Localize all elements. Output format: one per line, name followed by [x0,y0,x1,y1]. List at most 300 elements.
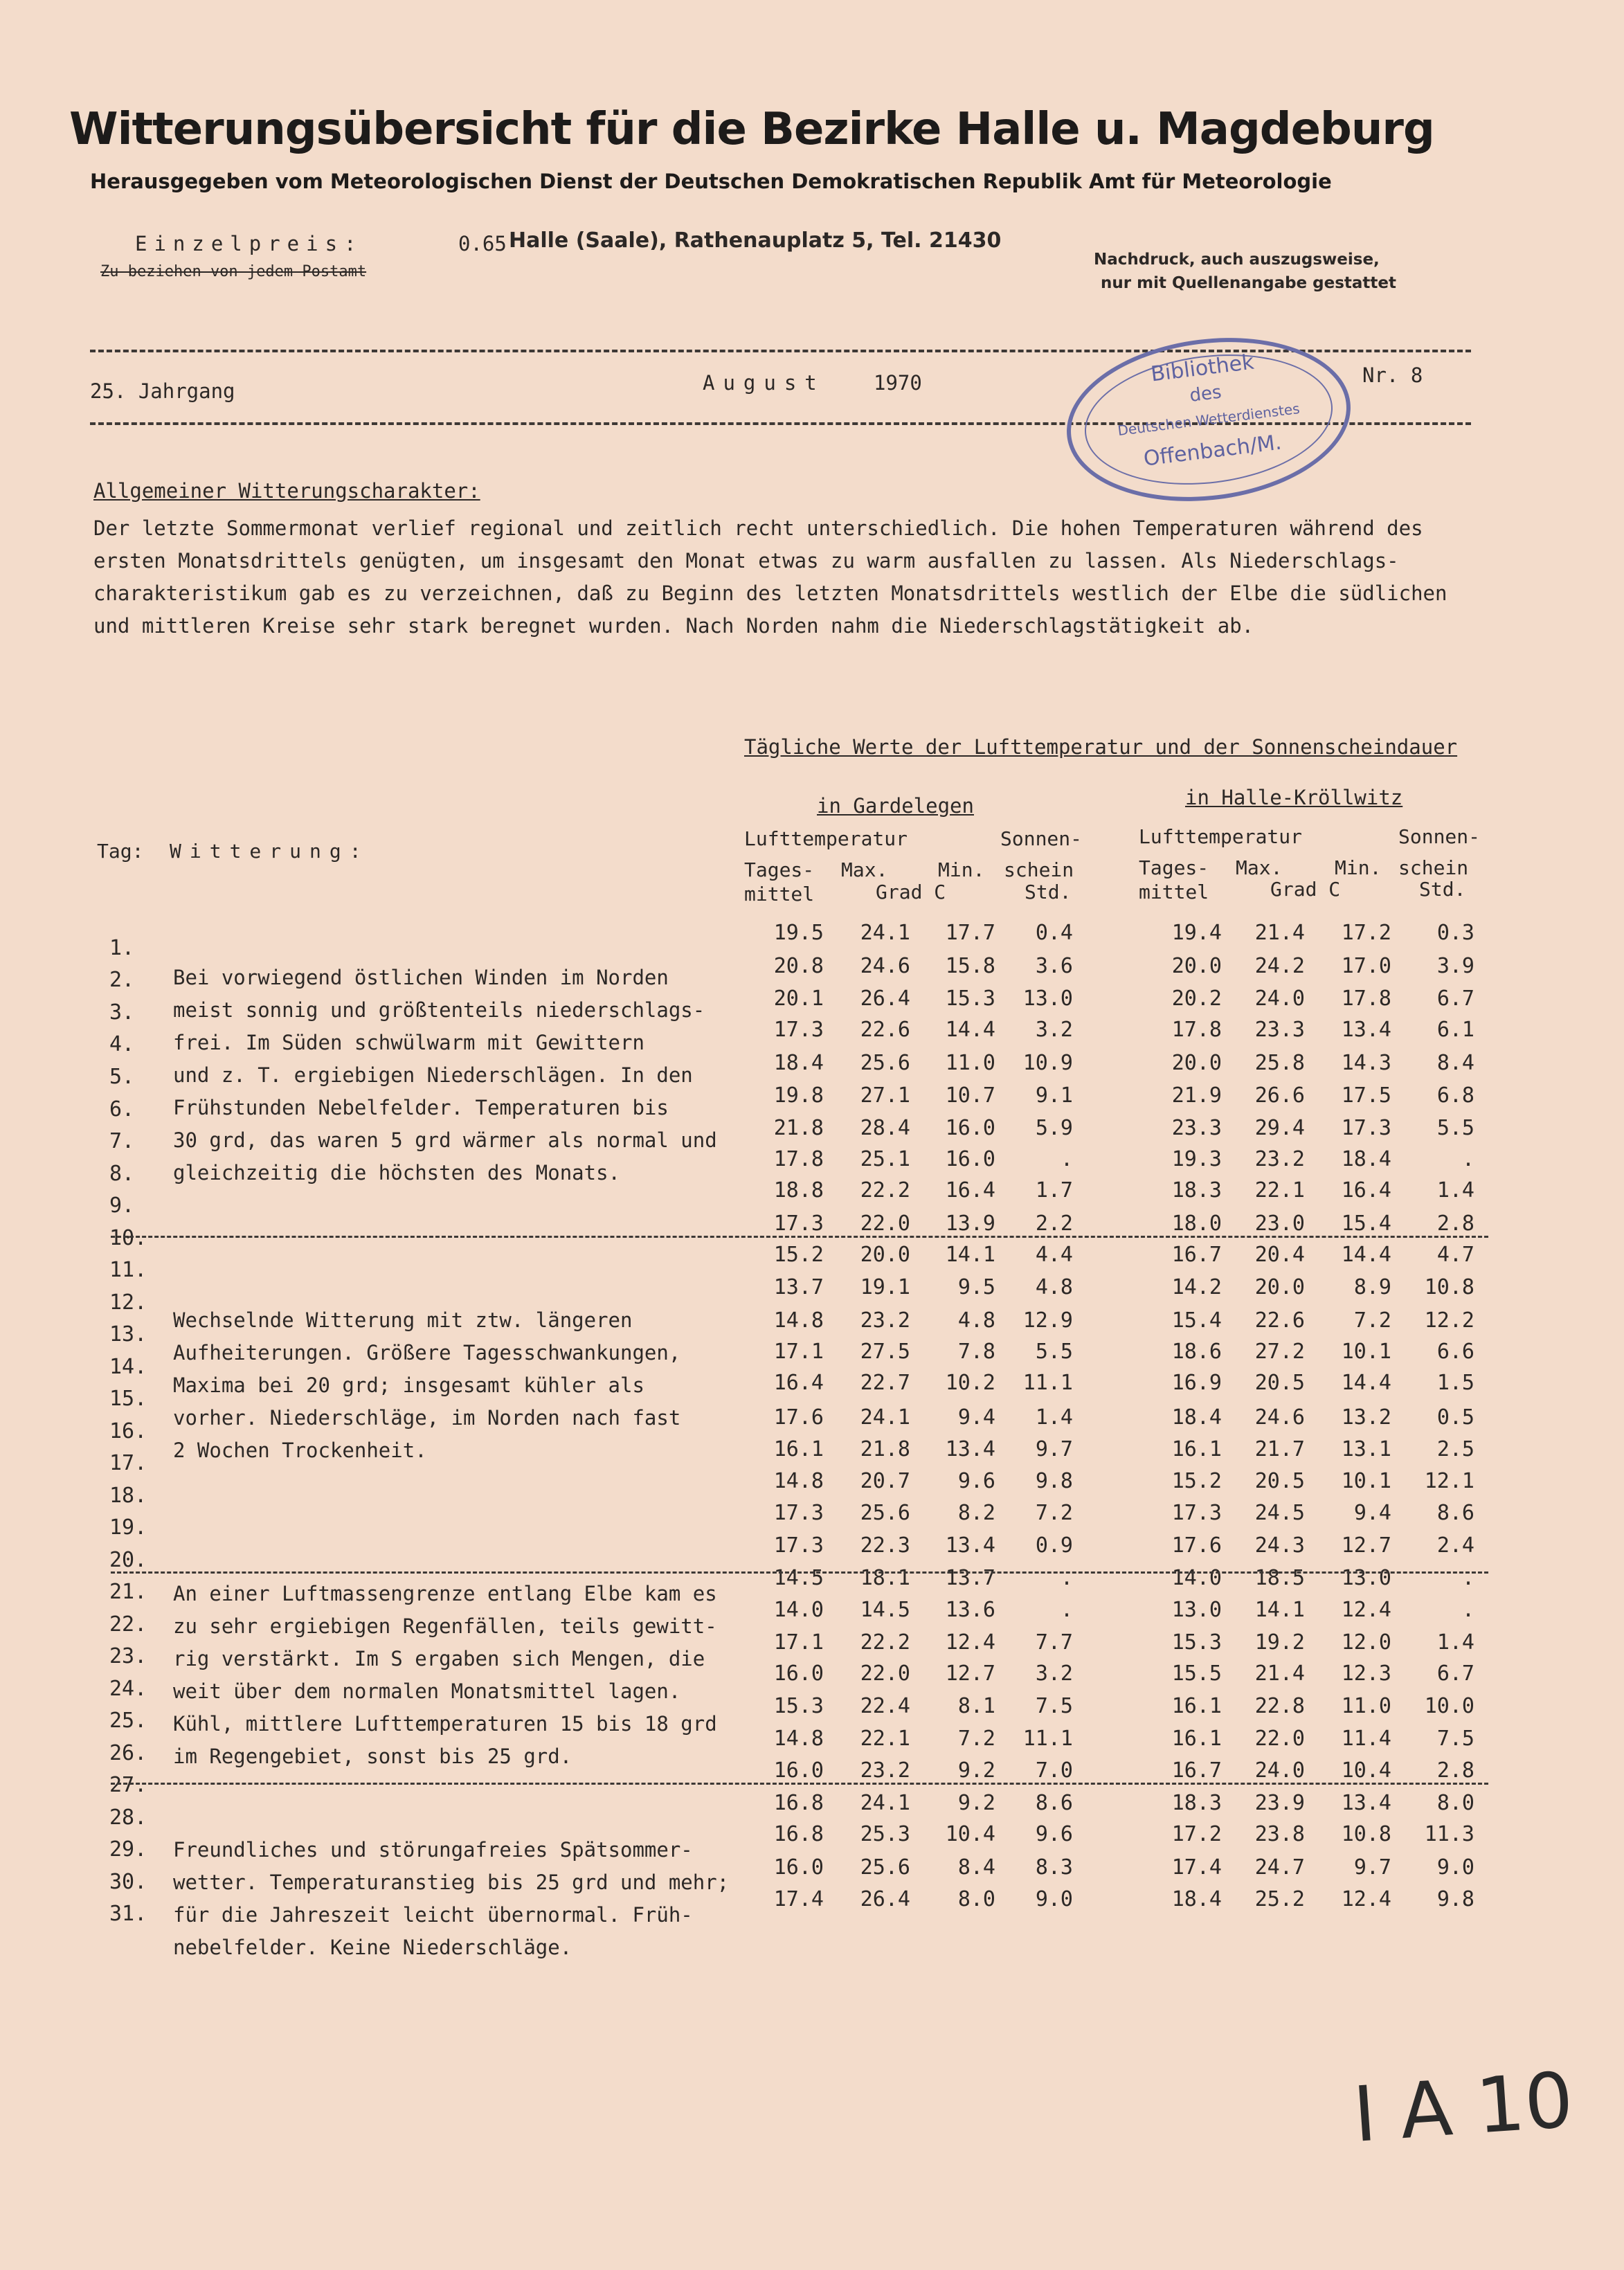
gardelegen-cell: 8.6 [1035,1791,1073,1815]
gardelegen-cell: 16.0 [773,1661,824,1686]
gardelegen-cell: 5.9 [1035,1116,1073,1140]
gardelegen-cell: 7.0 [1035,1758,1073,1783]
halle-cell: 0.5 [1436,1405,1474,1430]
day-number: 22. [109,1612,147,1637]
gardelegen-cell: 1.7 [1035,1178,1073,1202]
h-sonnen-head-3: Std. [1419,878,1466,901]
halle-cell: 15.4 [1341,1211,1391,1236]
gardelegen-cell: 11.0 [945,1051,995,1075]
gardelegen-cell: 16.1 [773,1437,824,1461]
halle-cell: 23.0 [1254,1211,1305,1236]
gardelegen-cell: 16.8 [773,1791,824,1815]
halle-cell: 24.7 [1254,1855,1305,1880]
weather-description-line: wetter. Temperaturanstieg bis 25 grd und mehr; [173,1871,730,1894]
halle-cell: 17.3 [1171,1501,1222,1525]
h-tagesmittel-head-2: mittel [1139,881,1209,903]
halle-cell: 24.0 [1254,1758,1305,1783]
halle-cell: 7.2 [1353,1308,1391,1333]
gardelegen-cell: 0.4 [1035,921,1073,945]
gardelegen-cell: 28.4 [860,1116,910,1140]
h-sonnen-head-2: schein [1398,856,1469,879]
gardelegen-cell: 21.8 [860,1437,910,1461]
halle-cell: 10.0 [1424,1694,1474,1718]
halle-cell: . [1461,1147,1474,1171]
halle-cell: 18.0 [1171,1211,1222,1236]
gardelegen-cell: 17.1 [773,1630,824,1655]
weather-description-line: nebelfelder. Keine Niederschläge. [173,1936,572,1959]
halle-cell: 18.3 [1171,1178,1222,1202]
gardelegen-cell: 25.6 [860,1855,910,1880]
weather-description-line: 30 grd, das waren 5 grd wärmer als normal und [173,1128,717,1152]
gardelegen-cell: 13.0 [1022,987,1073,1011]
gardelegen-cell: 9.5 [957,1275,995,1299]
halle-cell: 12.3 [1341,1661,1391,1686]
period-separator [111,1571,1488,1574]
halle-cell: 2.8 [1436,1758,1474,1783]
table-title: Tägliche Werte der Lufttemperatur und der Sonnenscheindauer [744,735,1458,759]
gardelegen-cell: 18.8 [773,1178,824,1202]
gardelegen-cell: 8.2 [957,1501,995,1525]
halle-cell: 19.2 [1254,1630,1305,1655]
day-number: 19. [109,1515,147,1540]
gardelegen-cell: 20.8 [773,954,824,978]
day-number: 3. [109,1000,135,1025]
halle-cell: 8.9 [1353,1275,1391,1299]
halle-cell: 14.3 [1341,1051,1391,1075]
halle-cell: 17.3 [1341,1116,1391,1140]
day-number: 31. [109,1902,147,1926]
gardelegen-cell: 19.1 [860,1275,910,1299]
gardelegen-cell: 14.5 [860,1598,910,1622]
halle-cell: 7.5 [1436,1727,1474,1751]
gardelegen-cell: 22.4 [860,1694,910,1718]
col-weather-label: Witterung: [170,840,370,863]
halle-cell: 15.2 [1171,1469,1222,1493]
halle-cell: 6.8 [1436,1083,1474,1108]
price-value: 0.65 [458,232,507,255]
halle-cell: 13.2 [1341,1405,1391,1430]
gardelegen-cell: 10.4 [945,1822,995,1846]
halle-cell: 22.6 [1254,1308,1305,1333]
page-title: Witterungsübersicht für die Bezirke Halle u. Magdeburg [69,104,1434,155]
halle-cell: 9.8 [1436,1887,1474,1911]
weather-description-line: rig verstärkt. Im S ergaben sich Mengen, die [173,1647,705,1670]
reprint-note-1: Nachdruck, auch auszugsweise, [1094,251,1380,269]
gardelegen-cell: 9.1 [1035,1083,1073,1108]
gardelegen-cell: 14.1 [945,1243,995,1267]
gardelegen-cell: 13.7 [945,1566,995,1590]
day-number: 18. [109,1484,147,1508]
halle-cell: 10.8 [1341,1822,1391,1846]
gardelegen-cell: 7.2 [957,1727,995,1751]
halle-cell: 17.6 [1171,1533,1222,1558]
weather-description-line: weit über dem normalen Monatsmittel lagen. [173,1679,681,1703]
day-number: 16. [109,1419,147,1443]
g-grad-head: Grad C [876,881,946,903]
station-halle: in Halle-Kröllwitz [1185,786,1403,809]
halle-cell: 17.8 [1171,1018,1222,1042]
gardelegen-cell: 1.4 [1035,1405,1073,1430]
halle-cell: 14.4 [1341,1371,1391,1395]
halle-cell: 21.4 [1254,921,1305,945]
gardelegen-cell: 23.2 [860,1308,910,1333]
h-max-head: Max. [1236,856,1283,879]
h-grad-head: Grad C [1270,878,1341,901]
weather-description-line: gleichzeitig die höchsten des Monats. [173,1161,621,1184]
gardelegen-cell: 7.2 [1035,1501,1073,1525]
gardelegen-cell: 14.0 [773,1598,824,1622]
gardelegen-cell: 11.1 [1022,1727,1073,1751]
halle-cell: 18.4 [1341,1147,1391,1171]
gardelegen-cell: 9.4 [957,1405,995,1430]
gardelegen-cell: 25.3 [860,1822,910,1846]
halle-cell: 23.8 [1254,1822,1305,1846]
g-lufttemp-head: Lufttemperatur [744,827,908,850]
day-number: 27. [109,1773,147,1797]
gardelegen-cell: 16.0 [773,1758,824,1783]
gardelegen-cell: 22.0 [860,1661,910,1686]
day-number: 5. [109,1065,135,1089]
gardelegen-cell: 16.4 [945,1178,995,1202]
gardelegen-cell: 8.0 [957,1887,995,1911]
halle-cell: . [1461,1566,1474,1590]
halle-cell: 13.4 [1341,1018,1391,1042]
g-tagesmittel-head-1: Tages- [744,858,815,881]
halle-cell: 22.8 [1254,1694,1305,1718]
gardelegen-cell: 10.9 [1022,1051,1073,1075]
halle-cell: 8.4 [1436,1051,1474,1075]
gardelegen-cell: 17.7 [945,921,995,945]
gardelegen-cell: 0.9 [1035,1533,1073,1558]
gardelegen-cell: 9.6 [957,1469,995,1493]
gardelegen-cell: 25.6 [860,1501,910,1525]
weather-description-line: vorher. Niederschläge, im Norden nach fast [173,1406,681,1430]
halle-cell: 10.1 [1341,1340,1391,1364]
halle-cell: 2.4 [1436,1533,1474,1558]
day-number: 2. [109,968,135,992]
halle-cell: 24.2 [1254,954,1305,978]
reprint-note-2: nur mit Quellenangabe gestattet [1101,274,1397,292]
halle-cell: 21.7 [1254,1437,1305,1461]
gardelegen-cell: 18.1 [860,1566,910,1590]
gardelegen-cell: 18.4 [773,1051,824,1075]
day-number: 23. [109,1644,147,1668]
weather-description-line: Bei vorwiegend östlichen Winden im Norden [173,966,669,989]
gardelegen-cell: 7.8 [957,1340,995,1364]
halle-cell: 14.4 [1341,1243,1391,1267]
halle-cell: 0.3 [1436,921,1474,945]
halle-cell: 15.4 [1171,1308,1222,1333]
period-separator [111,1236,1488,1238]
gardelegen-cell: 19.5 [773,921,824,945]
halle-cell: 12.2 [1424,1308,1474,1333]
g-sonnen-head-2: schein [1004,858,1074,881]
gardelegen-cell: 17.4 [773,1887,824,1911]
gardelegen-cell: 24.1 [860,1791,910,1815]
gardelegen-cell: 7.5 [1035,1694,1073,1718]
gardelegen-cell: 4.4 [1035,1243,1073,1267]
gardelegen-cell: 20.0 [860,1243,910,1267]
halle-cell: 5.5 [1436,1116,1474,1140]
halle-cell: 24.3 [1254,1533,1305,1558]
gardelegen-cell: 9.2 [957,1791,995,1815]
halle-cell: 1.5 [1436,1371,1474,1395]
gardelegen-cell: 26.4 [860,1887,910,1911]
gardelegen-cell: 24.6 [860,954,910,978]
gardelegen-cell: 9.7 [1035,1437,1073,1461]
halle-cell: 14.2 [1171,1275,1222,1299]
gardelegen-cell: 10.7 [945,1083,995,1108]
gardelegen-cell: 13.4 [945,1437,995,1461]
gardelegen-cell: . [1060,1598,1073,1622]
halle-cell: 3.9 [1436,954,1474,978]
gardelegen-cell: 13.4 [945,1533,995,1558]
gardelegen-cell: 14.4 [945,1018,995,1042]
halle-cell: 1.4 [1436,1630,1474,1655]
station-gardelegen: in Gardelegen [817,794,974,818]
day-number: 1. [109,936,135,960]
g-max-head: Max. [841,858,888,881]
weather-description-line: An einer Luftmassengrenze entlang Elbe kam es [173,1582,717,1605]
weather-description-line: für die Jahreszeit leicht übernormal. Früh- [173,1903,693,1927]
gardelegen-cell: 17.3 [773,1501,824,1525]
stamp-line-2: des [1188,381,1223,406]
halle-cell: 6.7 [1436,1661,1474,1686]
halle-cell: 12.4 [1341,1887,1391,1911]
halle-cell: 17.2 [1171,1822,1222,1846]
halle-cell: 19.4 [1171,921,1222,945]
gardelegen-cell: 17.6 [773,1405,824,1430]
gardelegen-cell: 22.0 [860,1211,910,1236]
gardelegen-cell: 19.8 [773,1083,824,1108]
gardelegen-cell: 22.1 [860,1727,910,1751]
gardelegen-cell: 17.3 [773,1211,824,1236]
gardelegen-cell: 4.8 [1035,1275,1073,1299]
halle-cell: 23.9 [1254,1791,1305,1815]
halle-cell: 1.4 [1436,1178,1474,1202]
halle-cell: 20.0 [1254,1275,1305,1299]
gardelegen-cell: 8.3 [1035,1855,1073,1880]
halle-cell: 16.1 [1171,1727,1222,1751]
halle-cell: 21.4 [1254,1661,1305,1686]
halle-cell: 6.1 [1436,1018,1474,1042]
col-day-label: Tag: [97,840,144,863]
gardelegen-cell: 8.4 [957,1855,995,1880]
summary-line-3: charakteristikum gab es zu verzeichnen, daß zu Beginn des letzten Monatsdrittels westlich der Elbe die südlichen [93,582,1447,605]
gardelegen-cell: 20.1 [773,987,824,1011]
month: August [703,371,825,395]
halle-cell: 14.0 [1171,1566,1222,1590]
halle-cell: 13.4 [1341,1791,1391,1815]
day-number: 11. [109,1258,147,1282]
halle-cell: 26.6 [1254,1083,1305,1108]
period-separator [111,1783,1488,1785]
gardelegen-cell: 26.4 [860,987,910,1011]
halle-cell: 2.5 [1436,1437,1474,1461]
g-sonnen-head-3: Std. [1025,881,1072,903]
gardelegen-cell: 15.3 [945,987,995,1011]
gardelegen-cell: 2.2 [1035,1211,1073,1236]
halle-cell: 17.0 [1341,954,1391,978]
gardelegen-cell: 15.8 [945,954,995,978]
gardelegen-cell: 12.4 [945,1630,995,1655]
summary-line-4: und mittleren Kreise sehr stark beregnet wurden. Nach Norden nahm die Niederschlagstätigkeit ab. [93,614,1254,638]
day-number: 9. [109,1193,135,1218]
halle-cell: 20.5 [1254,1469,1305,1493]
gardelegen-cell: 14.8 [773,1308,824,1333]
h-tagesmittel-head-1: Tages- [1139,856,1209,879]
halle-cell: 2.8 [1436,1211,1474,1236]
gardelegen-cell: 24.1 [860,921,910,945]
weather-description-line: Frühstunden Nebelfelder. Temperaturen bis [173,1096,669,1119]
weather-description-line: Maxima bei 20 grd; insgesamt kühler als [173,1373,644,1397]
gardelegen-cell: 27.1 [860,1083,910,1108]
halle-cell: 29.4 [1254,1116,1305,1140]
weather-description-line: und z. T. ergiebigen Niederschlägen. In den [173,1063,693,1087]
halle-cell: 6.6 [1436,1340,1474,1364]
price-label: Einzelpreis: [135,232,363,255]
gardelegen-cell: 11.1 [1022,1371,1073,1395]
halle-cell: 18.6 [1171,1340,1222,1364]
gardelegen-cell: 22.2 [860,1630,910,1655]
gardelegen-cell: 12.9 [1022,1308,1073,1333]
halle-cell: 17.5 [1341,1083,1391,1108]
halle-cell: 18.3 [1171,1791,1222,1815]
halle-cell: 12.0 [1341,1630,1391,1655]
halle-cell: 10.4 [1341,1758,1391,1783]
h-min-head: Min. [1335,856,1382,879]
gardelegen-cell: 3.2 [1035,1018,1073,1042]
weather-description-line: im Regengebiet, sonst bis 25 grd. [173,1745,572,1768]
gardelegen-cell: 9.8 [1035,1469,1073,1493]
gardelegen-cell: 13.7 [773,1275,824,1299]
halle-cell: 27.2 [1254,1340,1305,1364]
issue-number: Nr. 8 [1362,363,1423,387]
day-number: 7. [109,1129,135,1153]
year: 1970 [874,371,922,395]
gardelegen-cell: 16.0 [945,1147,995,1171]
day-number: 21. [109,1580,147,1604]
stamp-line-1: Bibliothek [1149,350,1256,387]
gardelegen-cell: 16.8 [773,1822,824,1846]
day-number: 28. [109,1805,147,1830]
gardelegen-cell: 5.5 [1035,1340,1073,1364]
halle-cell: 25.8 [1254,1051,1305,1075]
summary-line-2: ersten Monatsdrittels genügten, um insgesamt den Monat etwas zu warm ausfallen zu lassen. Als Niederschlags- [93,549,1399,573]
gardelegen-cell: 8.1 [957,1694,995,1718]
stamp-line-3: Deutschen Wetterdienstes [1117,399,1301,440]
gardelegen-cell: 14.8 [773,1469,824,1493]
halle-cell: 21.9 [1171,1083,1222,1108]
gardelegen-cell: 16.0 [773,1855,824,1880]
halle-cell: 24.0 [1254,987,1305,1011]
weather-description-line: meist sonnig und größtenteils niederschlags- [173,998,705,1022]
gardelegen-cell: 3.6 [1035,954,1073,978]
gardelegen-cell: 9.0 [1035,1887,1073,1911]
halle-cell: 20.0 [1171,1051,1222,1075]
day-number: 14. [109,1355,147,1379]
gardelegen-cell: 25.6 [860,1051,910,1075]
halle-cell: 16.7 [1171,1243,1222,1267]
day-number: 13. [109,1322,147,1346]
g-min-head: Min. [938,858,985,881]
gardelegen-cell: 17.8 [773,1147,824,1171]
archive-handwritten-note: I A 10 [1350,2055,1576,2159]
stamp-line-4: Offenbach/M. [1142,430,1283,471]
distribution-note: Zu beziehen von jedem Postamt [100,263,367,280]
gardelegen-cell: 17.3 [773,1018,824,1042]
halle-cell: 18.4 [1171,1887,1222,1911]
gardelegen-cell: 14.5 [773,1566,824,1590]
halle-cell: 22.1 [1254,1178,1305,1202]
gardelegen-cell: 13.9 [945,1211,995,1236]
halle-cell: 13.0 [1171,1598,1222,1622]
gardelegen-cell: 15.2 [773,1243,824,1267]
gardelegen-cell: 16.4 [773,1371,824,1395]
halle-cell: 13.0 [1341,1566,1391,1590]
day-number: 15. [109,1387,147,1411]
halle-cell: 23.3 [1171,1116,1222,1140]
day-number: 10. [109,1226,147,1250]
gardelegen-cell: 21.8 [773,1116,824,1140]
gardelegen-cell: 14.8 [773,1727,824,1751]
address: Halle (Saale), Rathenauplatz 5, Tel. 21430 [509,228,1002,253]
halle-cell: 16.7 [1171,1758,1222,1783]
gardelegen-cell: 22.7 [860,1371,910,1395]
halle-cell: 14.1 [1254,1598,1305,1622]
halle-cell: 12.7 [1341,1533,1391,1558]
halle-cell: 11.0 [1341,1694,1391,1718]
gardelegen-cell: 24.1 [860,1405,910,1430]
weather-description-line: zu sehr ergiebigen Regenfällen, teils gewitt- [173,1614,717,1638]
weather-description-line: Kühl, mittlere Lufttemperaturen 15 bis 18 grd [173,1712,717,1736]
gardelegen-cell: 15.3 [773,1694,824,1718]
halle-cell: 9.0 [1436,1855,1474,1880]
halle-cell: 18.4 [1171,1405,1222,1430]
gardelegen-cell: 9.2 [957,1758,995,1783]
halle-cell: 24.5 [1254,1501,1305,1525]
gardelegen-cell: 17.3 [773,1533,824,1558]
halle-cell: 19.3 [1171,1147,1222,1171]
halle-cell: 10.8 [1424,1275,1474,1299]
day-number: 24. [109,1677,147,1701]
gardelegen-cell: 23.2 [860,1758,910,1783]
gardelegen-cell: 17.1 [773,1340,824,1364]
gardelegen-cell: 4.8 [957,1308,995,1333]
day-number: 30. [109,1870,147,1894]
halle-cell: 12.1 [1424,1469,1474,1493]
day-number: 17. [109,1451,147,1475]
halle-cell: 25.2 [1254,1887,1305,1911]
gardelegen-cell: 27.5 [860,1340,910,1364]
day-number: 26. [109,1741,147,1765]
h-lufttemp-head: Lufttemperatur [1139,825,1303,848]
gardelegen-cell: 25.1 [860,1147,910,1171]
publisher-line: Herausgegeben vom Meteorologischen Dienst der Deutschen Demokratischen Republik Amt für Meteorologie [90,170,1332,193]
halle-cell: 4.7 [1436,1243,1474,1267]
day-number: 25. [109,1709,147,1733]
halle-cell: 10.1 [1341,1469,1391,1493]
halle-cell: 6.7 [1436,987,1474,1011]
halle-cell: 9.7 [1353,1855,1391,1880]
weather-description-line: Freundliches und störungafreies Spätsommer- [173,1838,693,1862]
gardelegen-cell: . [1060,1147,1073,1171]
day-number: 4. [109,1032,135,1056]
day-number: 12. [109,1290,147,1315]
halle-cell: 13.1 [1341,1437,1391,1461]
halle-cell: 9.4 [1353,1501,1391,1525]
halle-cell: 16.1 [1171,1694,1222,1718]
